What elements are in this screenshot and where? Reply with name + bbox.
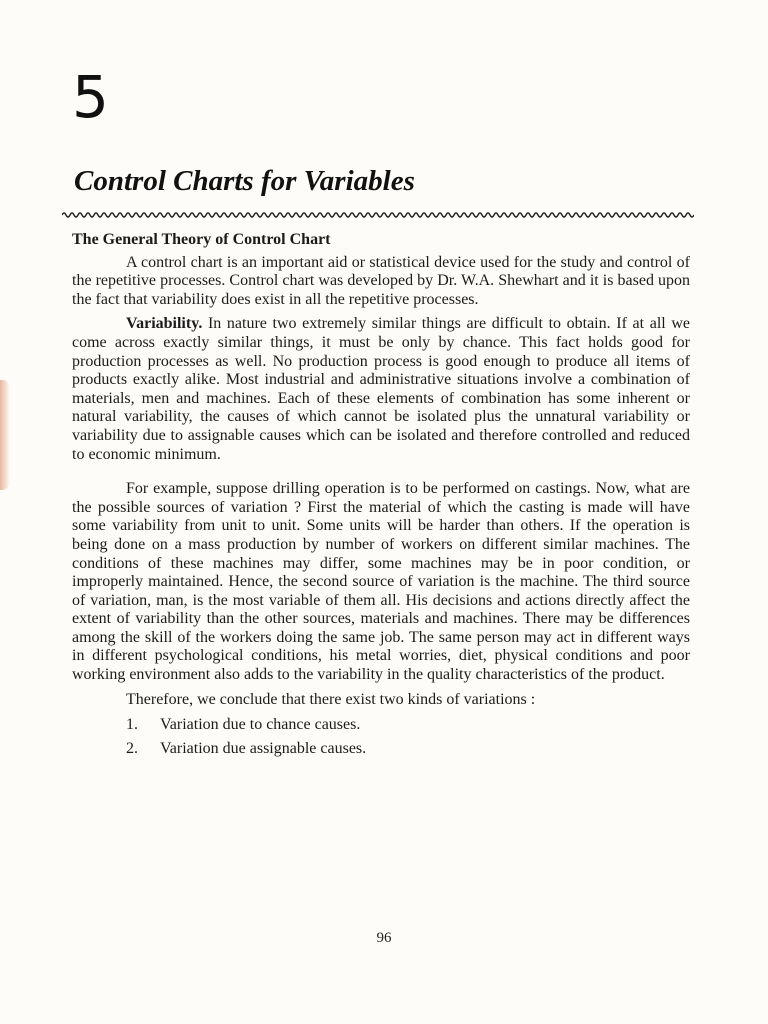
wavy-divider xyxy=(62,208,694,222)
page-edge-shadow xyxy=(0,380,10,490)
list-item-number: 1. xyxy=(126,716,138,734)
page-number: 96 xyxy=(376,930,392,946)
list-item xyxy=(126,715,690,735)
section-heading: The General Theory of Control Chart xyxy=(72,231,331,248)
variability-text: In nature two extremely similar things are difficult to obtain. If at all we come across exactly similar things, it must be only by chance. This fact holds good for production processes as well. No production process is good enough to produce all items of products exactly alike. Most industrial and administrative situations involve a combination of materials, men and machines. Each of these elements of combination has some inherent or natural variability, the causes of which cannot be isolated plus the unnatural variability or variability due to assignable causes which can be isolated and therefore controlled and reduced to economic minimum. xyxy=(72,315,690,463)
list-item-text: Variation due assignable causes. xyxy=(160,740,367,758)
list-item xyxy=(126,739,690,759)
chapter-title: Control Charts for Variables xyxy=(74,165,415,197)
paragraph-example: For example, suppose drilling operation is to be performed on castings. Now, what are the possible sources of variation ? First the material of which the casting is made will have some variability from unit to unit. Some units will be harder than others. If the operation is being done on a mass production by number of workers on different similar machines. The conditions of these machines may differ, some machines may be in poor condition, or improperly maintained. Hence, the second source of variation is the machine. The third source of variation, man, is the most variable of them all. His decisions and actions directly affect the extent of variability than the other sources, materials and machines. There may be differences among the skill of the workers doing the same job. The same person may act in different ways in different psychological conditions, his metal worries, diet, physical conditions and poor working environment also adds to the variability in the quality characteristics of the product. xyxy=(72,480,690,684)
paragraph-variability xyxy=(72,315,690,464)
page-body xyxy=(72,231,690,763)
variation-list xyxy=(72,715,690,759)
variability-term: Variability. xyxy=(126,315,203,333)
paragraph-conclusion: Therefore, we conclude that there exist two kinds of variations : xyxy=(126,690,536,708)
list-item-number: 2. xyxy=(126,740,138,758)
paragraph-intro: A control chart is an important aid or statistical device used for the study and control of the repetitive processes. Control chart was developed by Dr. W.A. Shewhart and it is based upon the fact that variability does exist in all the repetitive processes. xyxy=(72,253,690,308)
chapter-number: 5 xyxy=(72,63,109,131)
list-item-text: Variation due to chance causes. xyxy=(160,716,361,734)
